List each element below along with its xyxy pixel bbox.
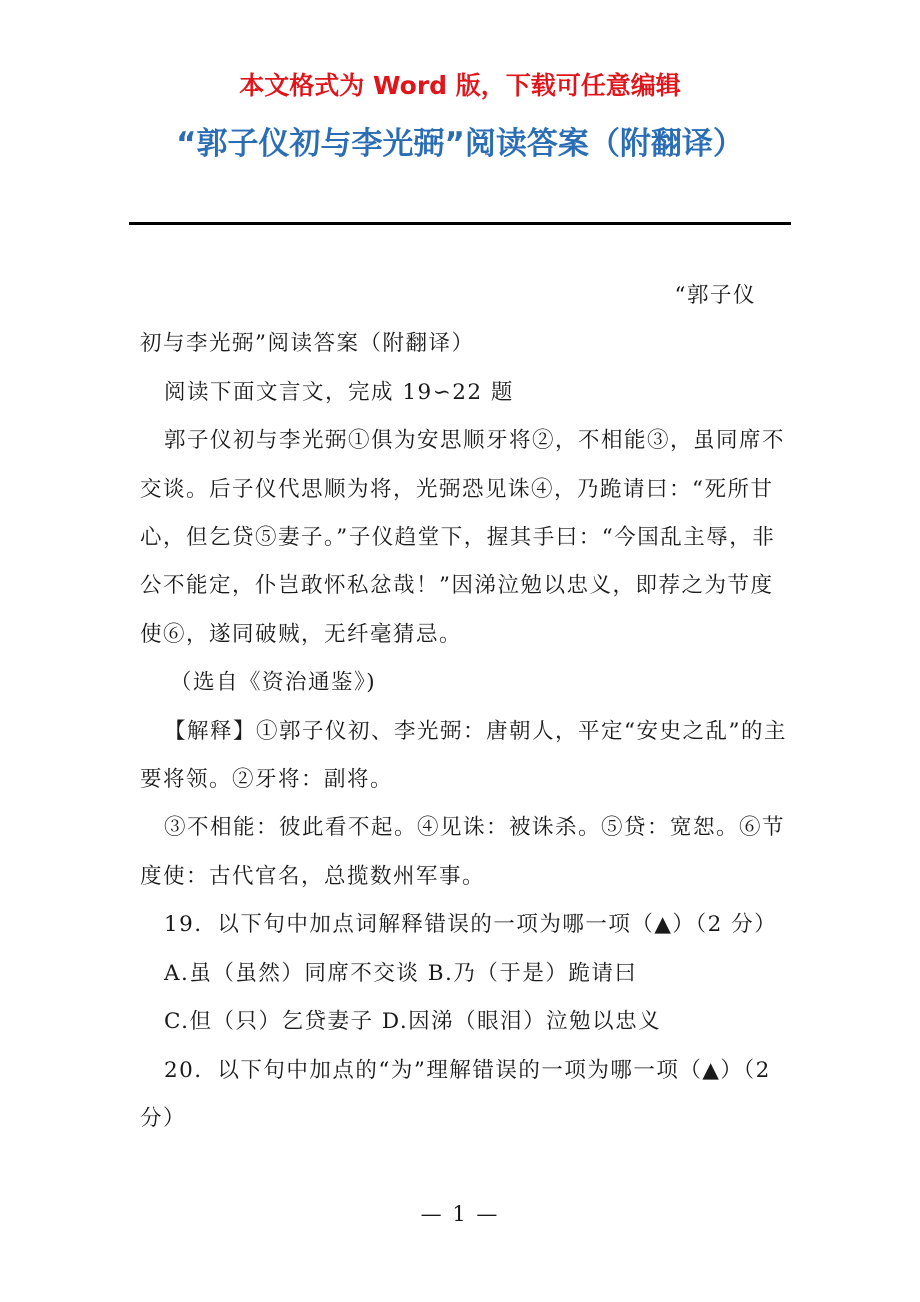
instruction-paragraph: 阅读下面文言文，完成 19∽22 题 [164,379,514,405]
title-divider [129,222,791,225]
question-19: 19．以下句中加点词解释错误的一项为哪一项（▲）（2 分） [164,912,778,938]
passage-paragraph: 郭子仪初与李光弼①俱为安思顺牙将②，不相能③，虽同席不交谈。后子仪代思顺为将，光弼恐见诛④，乃跪请曰：“死所甘心，但乞贷⑤妻子。”子仪趋堂下，握其手曰：“今国乱主辱，非公不能定，仆岂敢怀私忿哉！”因涕泣勉以忠义，即荐之为节度使⑥，遂同破贼，无纤毫猜忌。 [140,428,786,647]
download-banner: 本文格式为 Word 版，下载可任意编辑 [239,71,681,100]
page-number: — 1 — [420,1202,500,1226]
document-body [140,272,790,1143]
notes-paragraph-1: 【解释】①郭子仪初、李光弼：唐朝人，平定“安史之乱”的主要将领。②牙将：副将。 [140,718,787,793]
question-19-options-cd: C.但（只）乞贷妻子 D.因涕（眼泪）泣勉以忠义 [164,1009,662,1035]
question-19-options-ab: A.虽（虽然）同席不交谈 B.乃（于是）跪请曰 [164,960,638,986]
document-title: “郭子仪初与李光弼”阅读答案（附翻译） [176,126,744,162]
body-title-line2: 初与李光弼”阅读答案（附翻译） [140,331,475,357]
notes-paragraph-2: ③不相能：彼此看不起。④见诛：被诛杀。⑤贷：宽恕。⑥节度使：古代官名，总揽数州军事。 [140,815,786,889]
question-20: 20．以下句中加点的“为”理解错误的一项为哪一项（▲）（2 分） [140,1057,771,1131]
body-title-line1: “郭子仪 [674,283,756,308]
source-citation: （选自《资治通鉴》) [170,670,377,696]
